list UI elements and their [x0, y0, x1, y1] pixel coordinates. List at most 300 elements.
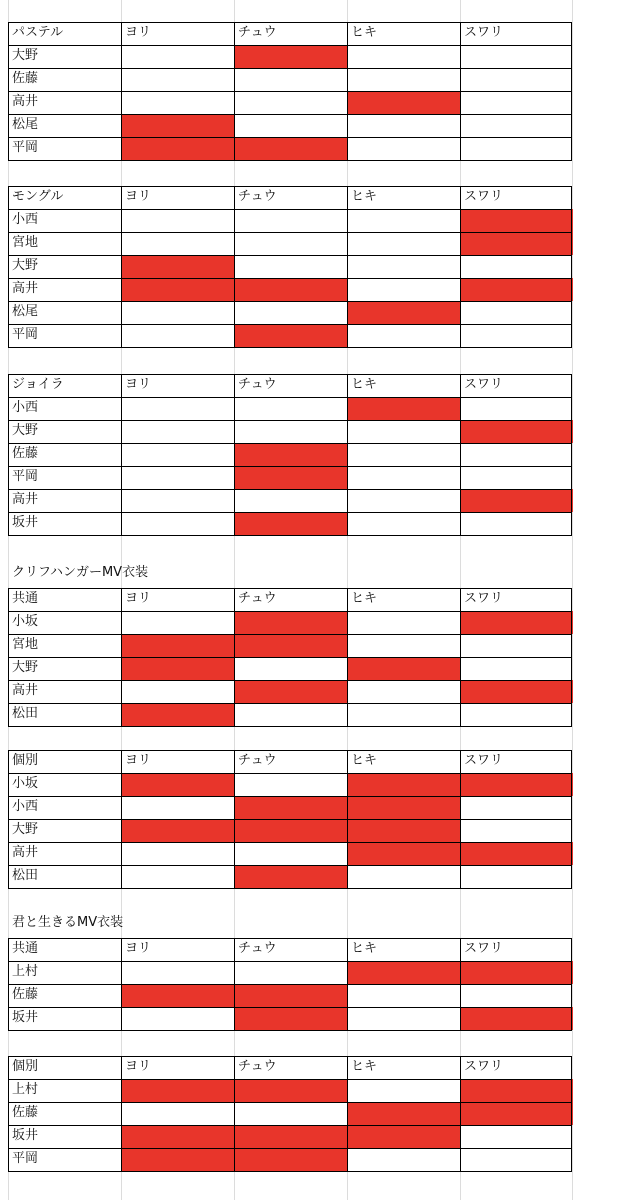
column-border	[347, 588, 348, 727]
member-name-cell[interactable]	[8, 1079, 121, 1102]
empty-cell[interactable]	[460, 984, 573, 1007]
table-row	[8, 324, 572, 347]
empty-cell[interactable]	[121, 512, 234, 535]
column-border	[121, 374, 122, 536]
column-border	[121, 588, 122, 727]
header-cell-shot-type[interactable]	[121, 750, 234, 773]
row-border	[8, 420, 572, 421]
table-row	[8, 796, 572, 819]
empty-cell[interactable]	[121, 443, 234, 466]
marked-cell[interactable]	[347, 842, 460, 865]
marked-cell[interactable]	[347, 397, 460, 420]
header-cell-shot-type[interactable]	[347, 938, 460, 961]
empty-cell[interactable]	[460, 137, 573, 160]
empty-cell[interactable]	[460, 796, 573, 819]
marked-cell[interactable]	[347, 657, 460, 680]
member-name-cell[interactable]	[8, 1148, 121, 1171]
header-text: ヒキ	[351, 1059, 378, 1074]
column-border	[347, 374, 348, 536]
member-name-cell[interactable]	[8, 611, 121, 634]
table-row	[8, 1007, 572, 1030]
marked-cell[interactable]	[460, 611, 573, 634]
member-name-cell[interactable]	[8, 278, 121, 301]
marked-cell[interactable]	[347, 796, 460, 819]
member-name-cell[interactable]	[8, 301, 121, 324]
marked-cell[interactable]	[121, 773, 234, 796]
member-name-cell[interactable]	[8, 1125, 121, 1148]
marked-cell[interactable]	[234, 1007, 347, 1030]
column-border	[234, 186, 235, 348]
empty-cell[interactable]	[347, 324, 460, 347]
header-cell-category[interactable]	[8, 186, 121, 209]
marked-cell[interactable]	[460, 209, 573, 232]
marked-cell[interactable]	[347, 91, 460, 114]
marked-cell[interactable]	[234, 512, 347, 535]
empty-cell[interactable]	[347, 984, 460, 1007]
empty-cell[interactable]	[460, 1148, 573, 1171]
header-cell-shot-type[interactable]	[347, 588, 460, 611]
marked-cell[interactable]	[234, 1125, 347, 1148]
header-cell-shot-type[interactable]	[234, 750, 347, 773]
header-cell-shot-type[interactable]	[460, 374, 573, 397]
marked-cell[interactable]	[460, 232, 573, 255]
member-name-cell[interactable]	[8, 1007, 121, 1030]
row-border	[8, 703, 572, 704]
member-name-cell[interactable]	[8, 703, 121, 726]
header-text: 個別	[12, 753, 39, 768]
member-name-cell[interactable]	[8, 397, 121, 420]
header-cell-shot-type[interactable]	[234, 22, 347, 45]
row-border	[8, 209, 572, 210]
empty-cell[interactable]	[121, 489, 234, 512]
empty-cell[interactable]	[121, 842, 234, 865]
member-name-cell[interactable]	[8, 114, 121, 137]
empty-cell[interactable]	[460, 634, 573, 657]
column-border	[347, 750, 348, 889]
header-cell-shot-type[interactable]	[234, 938, 347, 961]
empty-cell[interactable]	[460, 1125, 573, 1148]
marked-cell[interactable]	[347, 961, 460, 984]
column-border	[347, 22, 348, 161]
empty-cell[interactable]	[347, 865, 460, 888]
marked-cell[interactable]	[234, 443, 347, 466]
empty-cell[interactable]	[121, 301, 234, 324]
member-name-cell[interactable]	[8, 1102, 121, 1125]
empty-cell[interactable]	[234, 232, 347, 255]
marked-cell[interactable]	[234, 1079, 347, 1102]
marked-cell[interactable]	[234, 466, 347, 489]
empty-cell[interactable]	[121, 324, 234, 347]
column-border	[121, 938, 122, 1031]
member-name: 平岡	[12, 140, 39, 155]
empty-cell[interactable]	[121, 420, 234, 443]
marked-cell[interactable]	[121, 137, 234, 160]
empty-cell[interactable]	[234, 397, 347, 420]
empty-cell[interactable]	[347, 209, 460, 232]
empty-cell[interactable]	[121, 796, 234, 819]
row-border	[8, 324, 572, 325]
header-text: チュウ	[238, 591, 277, 606]
marked-cell[interactable]	[121, 114, 234, 137]
header-cell-shot-type[interactable]	[347, 374, 460, 397]
header-cell-category[interactable]	[8, 938, 121, 961]
member-name: 高井	[12, 683, 39, 698]
empty-cell[interactable]	[347, 114, 460, 137]
header-cell-shot-type[interactable]	[460, 1056, 573, 1079]
member-name: 坂井	[12, 1128, 39, 1143]
header-cell-shot-type[interactable]	[121, 374, 234, 397]
table-row	[8, 512, 572, 535]
header-text: スワリ	[464, 25, 504, 40]
member-name: 高井	[12, 845, 39, 860]
marked-cell[interactable]	[460, 842, 573, 865]
marked-cell[interactable]	[347, 819, 460, 842]
marked-cell[interactable]	[460, 1007, 573, 1030]
marked-cell[interactable]	[234, 984, 347, 1007]
marked-cell[interactable]	[460, 1102, 573, 1125]
empty-cell[interactable]	[234, 91, 347, 114]
table-header-row	[8, 186, 572, 209]
member-name-cell[interactable]	[8, 842, 121, 865]
header-text: スワリ	[464, 1059, 504, 1074]
member-name: 平岡	[12, 327, 39, 342]
empty-cell[interactable]	[460, 512, 573, 535]
member-name-cell[interactable]	[8, 443, 121, 466]
table-header-row	[8, 1056, 572, 1079]
member-name-cell[interactable]	[8, 512, 121, 535]
table-row	[8, 680, 572, 703]
header-cell-shot-type[interactable]	[121, 1056, 234, 1079]
member-name-cell[interactable]	[8, 657, 121, 680]
header-text: チュウ	[238, 25, 277, 40]
marked-cell[interactable]	[121, 278, 234, 301]
header-text: 共通	[12, 591, 39, 606]
member-name: 佐藤	[12, 1105, 39, 1120]
member-name-cell[interactable]	[8, 45, 121, 68]
marked-cell[interactable]	[460, 489, 573, 512]
empty-cell[interactable]	[347, 680, 460, 703]
empty-cell[interactable]	[121, 1102, 234, 1125]
empty-cell[interactable]	[121, 680, 234, 703]
empty-cell[interactable]	[121, 466, 234, 489]
marked-cell[interactable]	[121, 255, 234, 278]
marked-cell[interactable]	[234, 819, 347, 842]
table-row	[8, 91, 572, 114]
marked-cell[interactable]	[234, 865, 347, 888]
empty-cell[interactable]	[460, 443, 573, 466]
empty-cell[interactable]	[234, 703, 347, 726]
empty-cell[interactable]	[347, 443, 460, 466]
header-cell-shot-type[interactable]	[460, 588, 573, 611]
marked-cell[interactable]	[234, 324, 347, 347]
table-header-row	[8, 938, 572, 961]
empty-cell[interactable]	[234, 657, 347, 680]
member-name: 松田	[12, 706, 39, 721]
empty-cell[interactable]	[121, 209, 234, 232]
marked-cell[interactable]	[234, 680, 347, 703]
empty-cell[interactable]	[347, 137, 460, 160]
header-cell-category[interactable]	[8, 374, 121, 397]
empty-cell[interactable]	[121, 611, 234, 634]
row-border	[8, 443, 572, 444]
header-cell-shot-type[interactable]	[460, 22, 573, 45]
header-cell-shot-type[interactable]	[347, 750, 460, 773]
table-row	[8, 703, 572, 726]
header-cell-shot-type[interactable]	[460, 750, 573, 773]
row-border	[8, 680, 572, 681]
empty-cell[interactable]	[234, 773, 347, 796]
table-row	[8, 255, 572, 278]
member-name: 坂井	[12, 1010, 39, 1025]
column-border	[234, 22, 235, 161]
row-border	[8, 232, 572, 233]
empty-cell[interactable]	[234, 842, 347, 865]
empty-cell[interactable]	[121, 91, 234, 114]
header-cell-shot-type[interactable]	[121, 22, 234, 45]
table-row	[8, 420, 572, 443]
empty-cell[interactable]	[460, 865, 573, 888]
empty-cell[interactable]	[121, 1007, 234, 1030]
empty-cell[interactable]	[121, 397, 234, 420]
empty-cell[interactable]	[234, 209, 347, 232]
table-row	[8, 301, 572, 324]
marked-cell[interactable]	[234, 137, 347, 160]
header-cell-shot-type[interactable]	[121, 186, 234, 209]
header-text: ヨリ	[125, 25, 152, 40]
empty-cell[interactable]	[234, 68, 347, 91]
empty-cell[interactable]	[347, 420, 460, 443]
member-name-cell[interactable]	[8, 984, 121, 1007]
member-name: 佐藤	[12, 987, 39, 1002]
row-border	[8, 796, 572, 797]
member-name-cell[interactable]	[8, 773, 121, 796]
table-row	[8, 489, 572, 512]
table-row	[8, 773, 572, 796]
empty-cell[interactable]	[460, 703, 573, 726]
empty-cell[interactable]	[347, 1007, 460, 1030]
header-text: ヨリ	[125, 753, 152, 768]
member-name: 佐藤	[12, 446, 39, 461]
header-text: チュウ	[238, 377, 277, 392]
empty-cell[interactable]	[347, 703, 460, 726]
empty-cell[interactable]	[460, 68, 573, 91]
row-border	[8, 1079, 572, 1080]
empty-cell[interactable]	[347, 232, 460, 255]
member-name-cell[interactable]	[8, 961, 121, 984]
header-cell-shot-type[interactable]	[347, 186, 460, 209]
empty-cell[interactable]	[460, 91, 573, 114]
section-title: クリフハンガーMV衣装	[12, 565, 149, 580]
member-name: 松尾	[12, 304, 39, 319]
header-text: ヒキ	[351, 941, 378, 956]
empty-cell[interactable]	[121, 865, 234, 888]
header-cell-shot-type[interactable]	[234, 186, 347, 209]
empty-cell[interactable]	[347, 255, 460, 278]
empty-cell[interactable]	[460, 45, 573, 68]
member-name: 大野	[12, 423, 39, 438]
empty-cell[interactable]	[347, 1079, 460, 1102]
member-name-cell[interactable]	[8, 255, 121, 278]
row-border	[8, 301, 572, 302]
row-border	[8, 773, 572, 774]
row-border	[8, 961, 572, 962]
member-name-cell[interactable]	[8, 466, 121, 489]
empty-cell[interactable]	[347, 278, 460, 301]
empty-cell[interactable]	[347, 466, 460, 489]
empty-cell[interactable]	[234, 255, 347, 278]
header-text: スワリ	[464, 753, 504, 768]
member-name: 松尾	[12, 117, 39, 132]
header-cell-shot-type[interactable]	[121, 938, 234, 961]
marked-cell[interactable]	[234, 278, 347, 301]
marked-cell[interactable]	[234, 796, 347, 819]
header-text: ヒキ	[351, 189, 378, 204]
header-cell-shot-type[interactable]	[347, 22, 460, 45]
marked-cell[interactable]	[460, 773, 573, 796]
header-text: スワリ	[464, 189, 504, 204]
table-row	[8, 611, 572, 634]
empty-cell[interactable]	[347, 634, 460, 657]
header-cell-shot-type[interactable]	[460, 186, 573, 209]
header-text: ヒキ	[351, 591, 378, 606]
empty-cell[interactable]	[460, 114, 573, 137]
member-name-cell[interactable]	[8, 819, 121, 842]
empty-cell[interactable]	[121, 232, 234, 255]
empty-cell[interactable]	[121, 45, 234, 68]
row-border	[8, 91, 572, 92]
member-name: 平岡	[12, 1151, 39, 1166]
marked-cell[interactable]	[121, 1079, 234, 1102]
table-row	[8, 961, 572, 984]
empty-cell[interactable]	[234, 301, 347, 324]
header-text: スワリ	[464, 377, 504, 392]
column-border	[234, 750, 235, 889]
member-name: 上村	[12, 964, 39, 979]
empty-cell[interactable]	[234, 1102, 347, 1125]
marked-cell[interactable]	[234, 1148, 347, 1171]
member-name-cell[interactable]	[8, 91, 121, 114]
marked-cell[interactable]	[121, 657, 234, 680]
header-cell-shot-type[interactable]	[460, 938, 573, 961]
row-border	[8, 489, 572, 490]
marked-cell[interactable]	[234, 634, 347, 657]
marked-cell[interactable]	[460, 680, 573, 703]
empty-cell[interactable]	[460, 397, 573, 420]
marked-cell[interactable]	[121, 1125, 234, 1148]
member-name-cell[interactable]	[8, 232, 121, 255]
header-cell-shot-type[interactable]	[234, 588, 347, 611]
empty-cell[interactable]	[234, 114, 347, 137]
marked-cell[interactable]	[121, 984, 234, 1007]
member-name-cell[interactable]	[8, 68, 121, 91]
empty-cell[interactable]	[347, 68, 460, 91]
marked-cell[interactable]	[347, 301, 460, 324]
header-cell-shot-type[interactable]	[347, 1056, 460, 1079]
header-text: チュウ	[238, 941, 277, 956]
marked-cell[interactable]	[347, 773, 460, 796]
empty-cell[interactable]	[347, 611, 460, 634]
marked-cell[interactable]	[121, 703, 234, 726]
row-border	[8, 397, 572, 398]
header-cell-shot-type[interactable]	[234, 374, 347, 397]
empty-cell[interactable]	[121, 68, 234, 91]
header-cell-shot-type[interactable]	[234, 1056, 347, 1079]
table-row	[8, 137, 572, 160]
member-name: 大野	[12, 258, 39, 273]
table-header-row	[8, 588, 572, 611]
empty-cell[interactable]	[347, 1148, 460, 1171]
row-border	[8, 466, 572, 467]
member-name-cell[interactable]	[8, 489, 121, 512]
empty-cell[interactable]	[460, 255, 573, 278]
header-cell-category[interactable]	[8, 22, 121, 45]
member-name: 大野	[12, 48, 39, 63]
empty-cell[interactable]	[460, 819, 573, 842]
marked-cell[interactable]	[460, 961, 573, 984]
empty-cell[interactable]	[460, 301, 573, 324]
table-row	[8, 443, 572, 466]
header-cell-category[interactable]	[8, 1056, 121, 1079]
empty-cell[interactable]	[460, 657, 573, 680]
marked-cell[interactable]	[121, 634, 234, 657]
member-name-cell[interactable]	[8, 796, 121, 819]
header-text: チュウ	[238, 1059, 277, 1074]
column-border	[460, 22, 461, 161]
header-text: スワリ	[464, 941, 504, 956]
empty-cell[interactable]	[121, 961, 234, 984]
member-name: 高井	[12, 94, 39, 109]
marked-cell[interactable]	[460, 420, 573, 443]
empty-cell[interactable]	[460, 324, 573, 347]
member-name-cell[interactable]	[8, 324, 121, 347]
header-cell-category[interactable]	[8, 588, 121, 611]
header-text: チュウ	[238, 189, 277, 204]
empty-cell[interactable]	[460, 466, 573, 489]
table-row	[8, 657, 572, 680]
marked-cell[interactable]	[234, 45, 347, 68]
member-name-cell[interactable]	[8, 209, 121, 232]
member-name-cell[interactable]	[8, 420, 121, 443]
header-text: ヨリ	[125, 189, 152, 204]
member-name-cell[interactable]	[8, 680, 121, 703]
row-border	[8, 68, 572, 69]
header-cell-category[interactable]	[8, 750, 121, 773]
empty-cell[interactable]	[234, 420, 347, 443]
marked-cell[interactable]	[460, 278, 573, 301]
member-name: 小西	[12, 799, 39, 814]
marked-cell[interactable]	[121, 1148, 234, 1171]
empty-cell[interactable]	[347, 489, 460, 512]
marked-cell[interactable]	[460, 1079, 573, 1102]
column-border	[347, 186, 348, 348]
member-name-cell[interactable]	[8, 137, 121, 160]
marked-cell[interactable]	[121, 819, 234, 842]
header-text: ヨリ	[125, 1059, 152, 1074]
member-name-cell[interactable]	[8, 634, 121, 657]
column-border	[234, 938, 235, 1031]
header-text: パステル	[12, 25, 64, 40]
marked-cell[interactable]	[347, 1102, 460, 1125]
header-text: モングル	[12, 189, 64, 204]
empty-cell[interactable]	[234, 489, 347, 512]
empty-cell[interactable]	[234, 961, 347, 984]
header-cell-shot-type[interactable]	[121, 588, 234, 611]
marked-cell[interactable]	[347, 1125, 460, 1148]
empty-cell[interactable]	[347, 45, 460, 68]
member-name-cell[interactable]	[8, 865, 121, 888]
marked-cell[interactable]	[234, 611, 347, 634]
empty-cell[interactable]	[347, 512, 460, 535]
